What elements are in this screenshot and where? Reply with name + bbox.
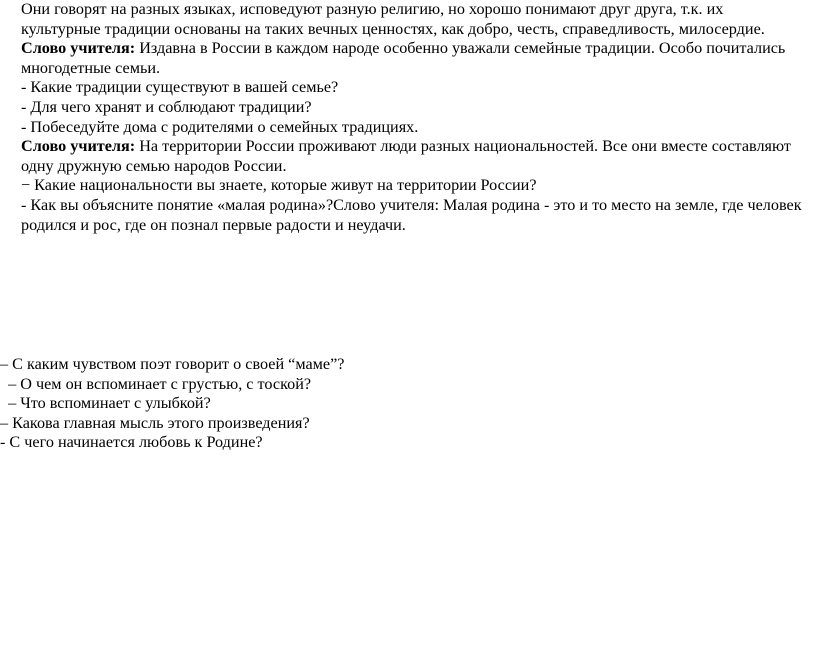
teacher-remark — [21, 39, 816, 59]
question-line: - Какие традиции существуют в вашей семье? — [21, 78, 339, 97]
question-line: – О чем он вспоминает с грустью, с тоской? — [0, 374, 312, 393]
question-line: – С каким чувством поэт говорит о своей “маме”? — [0, 355, 345, 373]
paragraph-line: Они говорят на разных языках, исповедуют разную религию, но хорошо понимают друг друга, т.к. их — [21, 0, 724, 18]
question-line: − Какие национальности вы знаете, которые живут на территории России? — [21, 176, 537, 195]
teacher-remark — [21, 137, 816, 157]
question-line: – Какова главная мысль этого произведения? — [0, 413, 310, 432]
question-line: - Как вы объясните понятие «малая родина»?Слово учителя: Малая родина - это и то место на земле, где человек — [21, 195, 802, 214]
paragraph-line: родился и рос, где он познал первые радости и неудачи. — [21, 215, 406, 234]
teacher-remark-text: На территории России проживают люди разных национальностей. Все они вместе составляют — [135, 137, 791, 156]
poem-questions-block — [0, 355, 816, 453]
paragraph-line: культурные традиции основаны на таких вечных ценностях, как добро, честь, справедливость, милосердие. — [21, 19, 765, 38]
teacher-label: Слово учителя: — [21, 137, 136, 156]
teacher-remark-text: Издавна в России в каждом народе особенно уважали семейные традиции. Особо почитались — [135, 39, 786, 58]
question-line: - Для чего хранят и соблюдают традиции? — [21, 97, 312, 116]
question-line: - С чего начинается любовь к Родине? — [0, 433, 263, 452]
question-line: - Побеседуйте дома с родителями о семейных традициях. — [21, 117, 419, 136]
question-line: – Что вспоминает с улыбкой? — [0, 394, 211, 413]
paragraph-line: одну дружную семью народов России. — [21, 156, 287, 175]
paragraph-line: многодетные семьи. — [21, 58, 161, 77]
teacher-label: Слово учителя: — [21, 39, 136, 58]
lesson-text-block — [21, 0, 816, 235]
